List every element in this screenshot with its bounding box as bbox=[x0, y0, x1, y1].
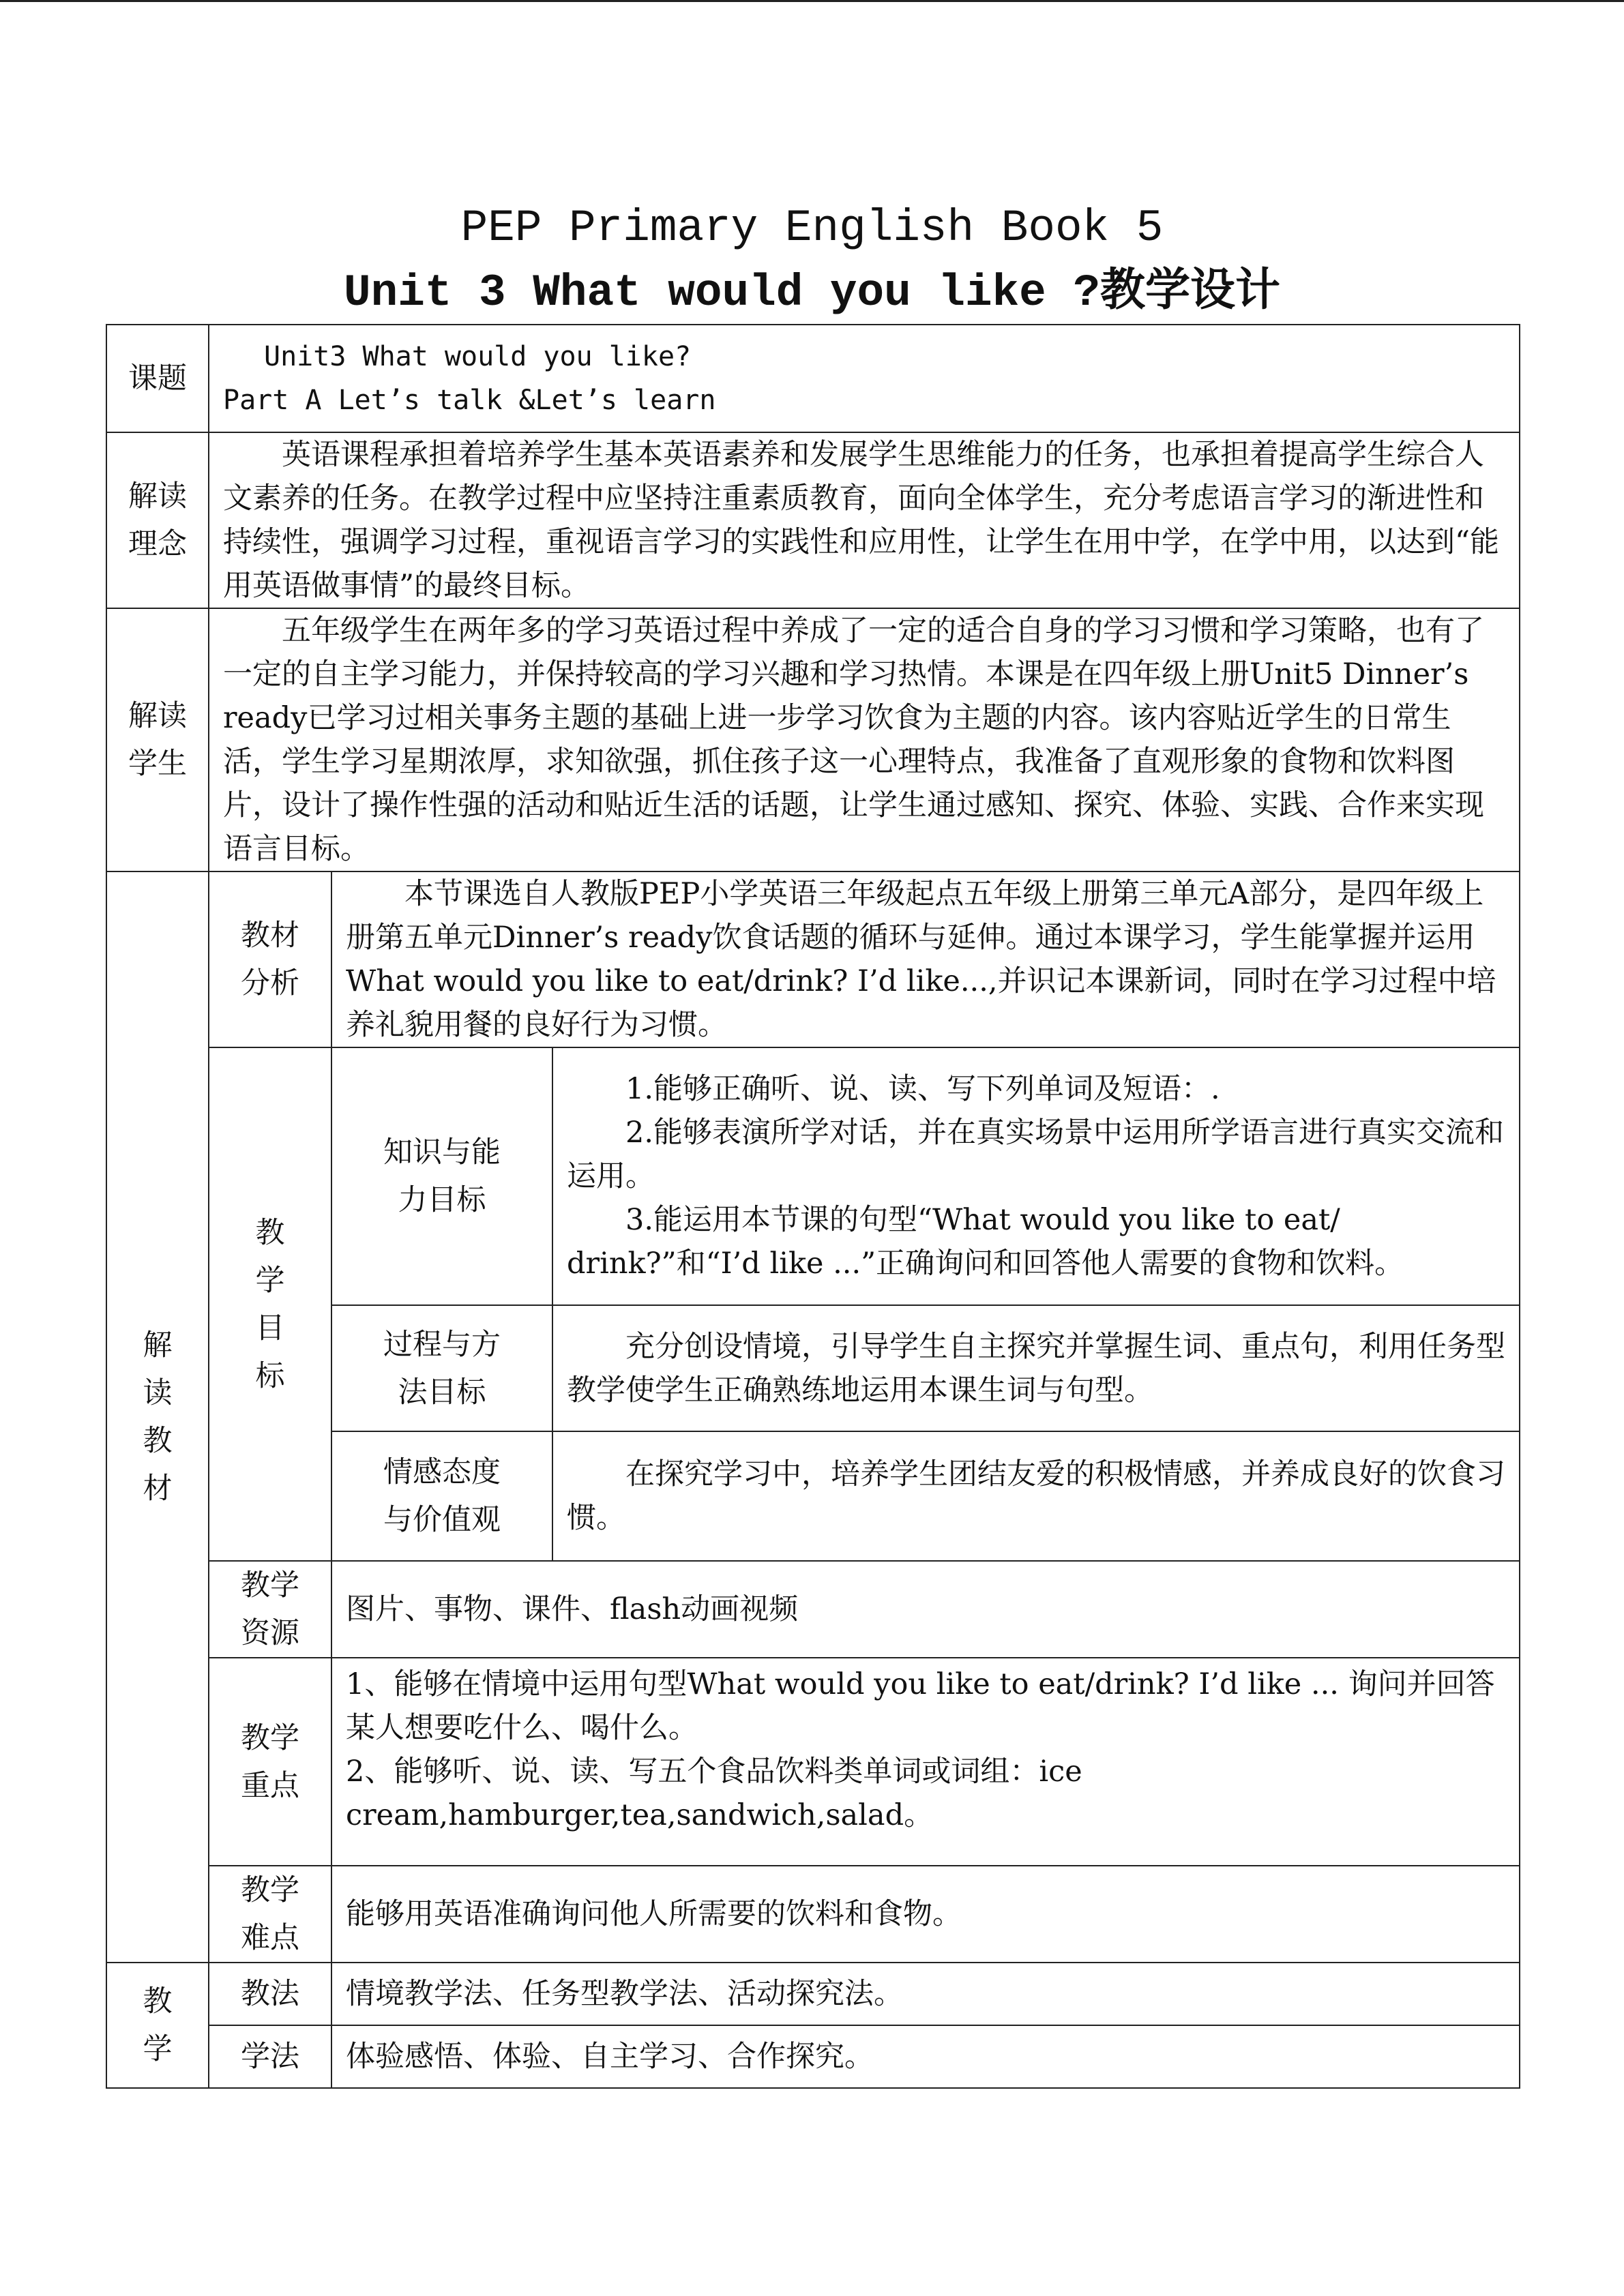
emotion-goal-text: 在探究学习中，培养学生团结友爱的积极情感，并养成良好的饮食习惯。 bbox=[552, 1431, 1520, 1561]
knowledge-goal-cell bbox=[552, 1047, 1520, 1305]
label-difficulty: 教学难点 bbox=[209, 1866, 331, 1963]
resources-text: 图片、事物、课件、flash动画视频 bbox=[331, 1561, 1520, 1658]
philosophy-text: 英语课程承担着培养学生基本英语素养和发展学生思维能力的任务，也承担着提高学生综合人文素养的任务。在教学过程中应坚持注重素质教育，面向全体学生，充分考虑语言学习的渐进性和持续性，强调学习过程，重视语言学习的实践性和应用性，让学生在用中学，在学中用，以达到“能用英语做事情”的最终目标。 bbox=[209, 432, 1520, 608]
label-material-analysis: 教材分析 bbox=[209, 871, 331, 1047]
row-teaching-method bbox=[106, 1963, 1520, 2025]
keypoint-item1: 1、能够在情境中运用句型What would you like to eat/drink? I’d like ... 询问并回答某人想要吃什么、喝什么。 bbox=[346, 1667, 1495, 1745]
top-border-line bbox=[0, 0, 1624, 2]
topic-part: Part A Let’s talk &Let’s learn bbox=[223, 385, 716, 416]
label-knowledge-goal: 知识与能力目标 bbox=[331, 1047, 552, 1305]
label-philosophy: 解读理念 bbox=[106, 432, 209, 608]
label-teaching: 教学 bbox=[106, 1963, 209, 2088]
lesson-plan-table bbox=[106, 324, 1520, 2089]
teaching-method-text: 情境教学法、任务型教学法、活动探究法。 bbox=[331, 1963, 1520, 2025]
row-keypoints bbox=[106, 1658, 1520, 1866]
label-emotion-goal: 情感态度与价值观 bbox=[331, 1431, 552, 1561]
label-resources: 教学资源 bbox=[209, 1561, 331, 1658]
row-learning-method bbox=[106, 2025, 1520, 2088]
row-resources bbox=[106, 1561, 1520, 1658]
row-students bbox=[106, 608, 1520, 871]
label-materials: 解读教材 bbox=[106, 871, 209, 1963]
keypoints-cell bbox=[331, 1658, 1520, 1866]
difficulty-text: 能够用英语准确询问他人所需要的饮料和食物。 bbox=[331, 1866, 1520, 1963]
label-teaching-method: 教法 bbox=[209, 1963, 331, 2025]
label-teaching-goals: 教学目标 bbox=[209, 1047, 331, 1561]
knowledge-goal-item3: 3.能运用本节课的句型“What would you like to eat/ drink?”和“I’d like ...”正确询问和回答他人需要的食物和饮料。 bbox=[567, 1203, 1404, 1281]
row-material-analysis bbox=[106, 871, 1520, 1047]
row-philosophy bbox=[106, 432, 1520, 608]
material-analysis-text: 本节课选自人教版PEP小学英语三年级起点五年级上册第三单元A部分，是四年级上册第五单元Dinner’s ready饮食话题的循环与延伸。通过本课学习，学生能掌握并运用What would you like to eat/drink? I’d like...,并识记本课新词，同时在学习过程中培养礼貌用餐的良好行为习惯。 bbox=[331, 871, 1520, 1047]
process-goal-text: 充分创设情境，引导学生自主探究并掌握生词、重点句，利用任务型教学使学生正确熟练地运用本课生词与句型。 bbox=[552, 1305, 1520, 1431]
knowledge-goal-item2: 2.能够表演所学对话，并在真实场景中运用所学语言进行真实交流和运用。 bbox=[567, 1116, 1505, 1193]
students-text: 五年级学生在两年多的学习英语过程中养成了一定的适合自身的学习习惯和学习策略，也有了一定的自主学习能力，并保持较高的学习兴趣和学习热情。本课是在四年级上册Unit5 Dinner’s ready已学习过相关事务主题的基础上进一步学习饮食为主题的内容。该内容贴近学生的日常生活，学生学习星期浓厚，求知欲强，抓住孩子这一心理特点，我准备了直观形象的食物和饮料图片，设计了操作性强的活动和贴近生活的话题，让学生通过感知、探究、体验、实践、合作来实现语言目标。 bbox=[209, 608, 1520, 871]
keypoint-item2: 2、能够听、说、读、写五个食品饮料类单词或词组：ice cream,hamburger,tea,sandwich,salad。 bbox=[346, 1755, 1082, 1832]
knowledge-goal-item1: 1.能够正确听、说、读、写下列单词及短语：. bbox=[625, 1072, 1220, 1106]
label-students: 解读学生 bbox=[106, 608, 209, 871]
row-difficulty bbox=[106, 1866, 1520, 1963]
document-title-line2: Unit 3 What would you like ?教学设计 bbox=[344, 267, 1280, 318]
label-topic: 课题 bbox=[106, 325, 209, 432]
cell-topic bbox=[209, 325, 1520, 432]
learning-method-text: 体验感悟、体验、自主学习、合作探究。 bbox=[331, 2025, 1520, 2088]
label-process-goal: 过程与方法目标 bbox=[331, 1305, 552, 1431]
document-title-line1: PEP Primary English Book 5 bbox=[460, 203, 1164, 254]
row-topic bbox=[106, 325, 1520, 432]
label-learning-method: 学法 bbox=[209, 2025, 331, 2088]
label-keypoints: 教学重点 bbox=[209, 1658, 331, 1866]
row-goal-knowledge bbox=[106, 1047, 1520, 1305]
topic-title: Unit3 What would you like? bbox=[264, 341, 692, 372]
